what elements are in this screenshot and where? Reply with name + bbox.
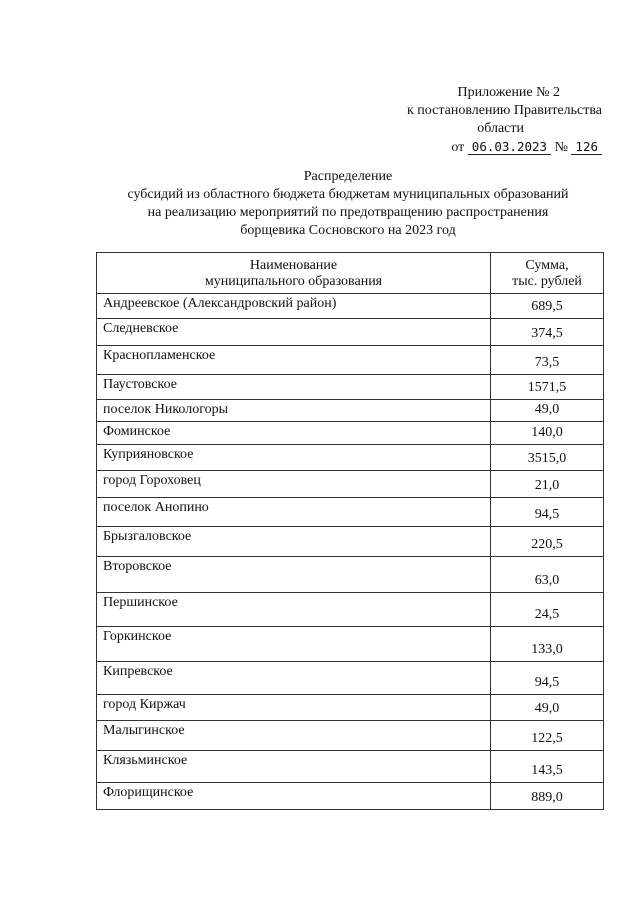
table-row [97,319,604,346]
row-name: город Гороховец [97,471,491,498]
row-value: 133,0 [491,627,604,662]
resolution-number: 126 [571,139,602,155]
table-row [97,751,604,783]
row-name: город Киржач [97,695,491,721]
row-value: 374,5 [491,319,604,346]
row-value: 3515,0 [491,445,604,471]
row-name: Горкинское [97,627,491,662]
row-name: Клязьминское [97,751,491,783]
subsidy-table [96,252,604,810]
appendix-region-line: области [477,121,524,136]
date-prefix: от [451,140,465,155]
table-row [97,400,604,422]
row-value: 94,5 [491,498,604,527]
row-name: Паустовское [97,375,491,400]
table-row [97,375,604,400]
row-name: Брызгаловское [97,527,491,557]
row-value: 49,0 [491,695,604,721]
row-name: Першинское [97,593,491,627]
table-row [97,527,604,557]
row-name: Второвское [97,557,491,593]
table-row [97,627,604,662]
row-name: Фоминское [97,422,491,445]
row-value: 689,5 [491,294,604,319]
row-name: Куприяновское [97,445,491,471]
number-prefix: № [554,140,568,155]
column-header-name-line-2: муниципального образования [204,274,383,289]
appendix-header [372,84,602,157]
row-value: 220,5 [491,527,604,557]
title-line-4: борщевика Сосновского на 2023 год [240,223,456,238]
row-name: Следневское [97,319,491,346]
title-line-2: субсидий из областного бюджета бюджетам муниципальных образований [127,187,569,202]
table-header-row [97,253,604,294]
row-value: 73,5 [491,346,604,375]
appendix-resolution-line: к постановлению Правительства [406,103,602,118]
row-name: Андреевское (Александровский район) [97,294,491,319]
table-row [97,294,604,319]
row-value: 889,0 [491,783,604,810]
table-row [97,695,604,721]
title-line-3: на реализацию мероприятий по предотвращению распространения [147,205,549,220]
table-row [97,721,604,751]
row-value: 21,0 [491,471,604,498]
column-header-sum [491,253,604,294]
column-header-sum-line-2: тыс. рублей [512,274,582,289]
appendix-date-line [372,138,602,157]
row-name: поселок Анопино [97,498,491,527]
row-value: 122,5 [491,721,604,751]
column-header-sum-line-1: Сумма, [525,258,569,273]
row-name: Краснопламенское [97,346,491,375]
row-value: 63,0 [491,557,604,593]
row-name: поселок Никологоры [97,400,491,422]
row-name: Малыгинское [97,721,491,751]
table-row [97,346,604,375]
column-header-name [97,253,491,294]
row-value: 1571,5 [491,375,604,400]
row-value: 24,5 [491,593,604,627]
table-row [97,557,604,593]
row-name: Флорищинское [97,783,491,810]
resolution-date: 06.03.2023 [468,139,551,155]
table-row [97,498,604,527]
row-value: 143,5 [491,751,604,783]
table-row [97,422,604,445]
document-title [98,168,598,240]
column-header-name-line-1: Наименование [249,258,338,273]
row-value: 49,0 [491,400,604,422]
table-row [97,593,604,627]
row-value: 140,0 [491,422,604,445]
table-row [97,471,604,498]
table-row [97,783,604,810]
table-row [97,445,604,471]
appendix-title: Приложение № 2 [457,85,560,100]
row-value: 94,5 [491,662,604,695]
title-line-1: Распределение [303,169,393,184]
table-row [97,662,604,695]
row-name: Кипревское [97,662,491,695]
